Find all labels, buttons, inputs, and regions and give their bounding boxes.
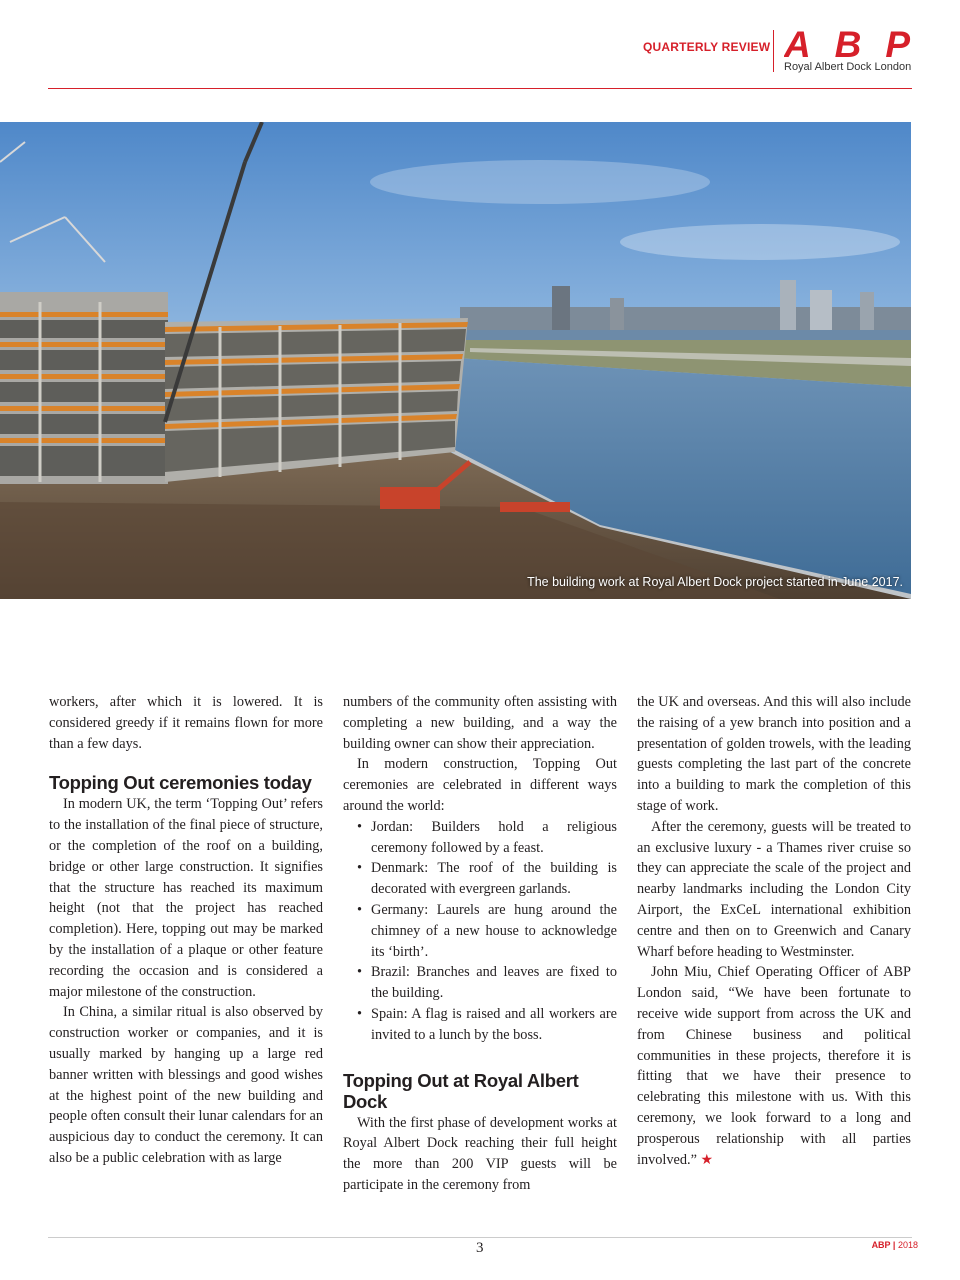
section-label: QUARTERLY REVIEW (643, 40, 771, 54)
article-column-1 (49, 692, 323, 1169)
header-divider (773, 30, 774, 72)
list-item: • Jordan: Builders hold a religious ceremony followed by a feast. (371, 817, 617, 859)
paragraph: workers, after which it is lowered. It is considered greedy if it remains flown for more than a few days. (49, 694, 323, 752)
paragraph: In modern construction, Topping Out ceremonies are celebrated in different ways around the world: (343, 756, 617, 814)
abp-logo (784, 28, 916, 73)
construction-photo-illustration (0, 122, 911, 599)
section-heading: Topping Out at Royal Albert Dock (343, 1069, 579, 1112)
article-column-3 (637, 692, 911, 1170)
quote-text: John Miu, Chief Operating Officer of ABP London said, “We have been fortunate to receive wide support from across the UK and from Chinese business and political communities in these projects, therefore it is fitting that we have their presence to celebrating this milestone with us. With this ceremony, we look forward to a long and prosperous relationship with all parties involved.” (637, 964, 911, 1168)
logo-subtitle: Royal Albert Dock London (784, 61, 912, 73)
construction-photo (0, 122, 911, 599)
photo-caption: The building work at Royal Albert Dock project started in June 2017. (527, 575, 903, 589)
footer-rule (48, 1237, 912, 1238)
paragraph (637, 962, 911, 1170)
country-list (343, 817, 617, 1046)
paragraph: numbers of the community often assisting with completing a new building, and a way the building owner can show their appreciation. (343, 694, 617, 752)
paragraph: the UK and overseas. And this will also include the raising of a yew branch into position and a presentation of golden trowels, with the leading guests completing the last part of the concrete into a building to mark the completion of this stage of work. (637, 694, 911, 814)
footer-year: 2018 (897, 1240, 918, 1250)
paragraph: In modern UK, the term ‘Topping Out’ refers to the installation of the final piece of structure, or the completion of the roof on a building, bridge or other large construction. It signifies that the structure has reached its maximum height (not that the project has reached completion). Here, topping out may be marked by the installation of a plaque or other feature recording the occasion and is considered a major milestone of the construction. (49, 796, 323, 1000)
list-item: • Denmark: The roof of the building is decorated with evergreen garlands. (371, 858, 617, 900)
list-item: • Brazil: Branches and leaves are fixed to the building. (371, 962, 617, 1004)
footer-separator: | (892, 1240, 896, 1250)
section-heading: Topping Out ceremonies today (49, 772, 312, 794)
abp-logo-mark (784, 28, 916, 60)
footer-brand (872, 1240, 918, 1250)
page-number: 3 (476, 1240, 484, 1256)
paragraph: After the ceremony, guests will be treated to an exclusive luxury - a Thames river cruise so they can appreciate the scale of the project and nearby landmarks including the London City Airport, the ExCeL international exhibition centre and then on to Greenwich and Canary Wharf before heading to Westminster. (637, 818, 911, 960)
paragraph: In China, a similar ritual is also observed by construction worker or companies, and it is usually marked by hanging up a large red banner written with blessings and good wishes at the highest point of the new building and people often consult their lunar calendars for an auspicious day to conduct the ceremony. It can also be a public celebration with as large (49, 1004, 323, 1166)
abp-logo-text: ABP (784, 28, 912, 60)
list-item: • Germany: Laurels are hung around the chimney of a new house to acknowledge its ‘birth’. (371, 900, 617, 962)
star-icon: ★ (700, 1151, 714, 1168)
paragraph: With the first phase of development works at Royal Albert Dock reaching their full height the more than 200 VIP guests will be participate in the ceremony from (343, 1114, 617, 1193)
list-item: • Spain: A flag is raised and all workers are invited to a lunch by the boss. (371, 1004, 617, 1046)
header-rule (48, 88, 912, 89)
article-column-2 (343, 692, 617, 1196)
footer-brand-name: ABP (871, 1240, 891, 1250)
